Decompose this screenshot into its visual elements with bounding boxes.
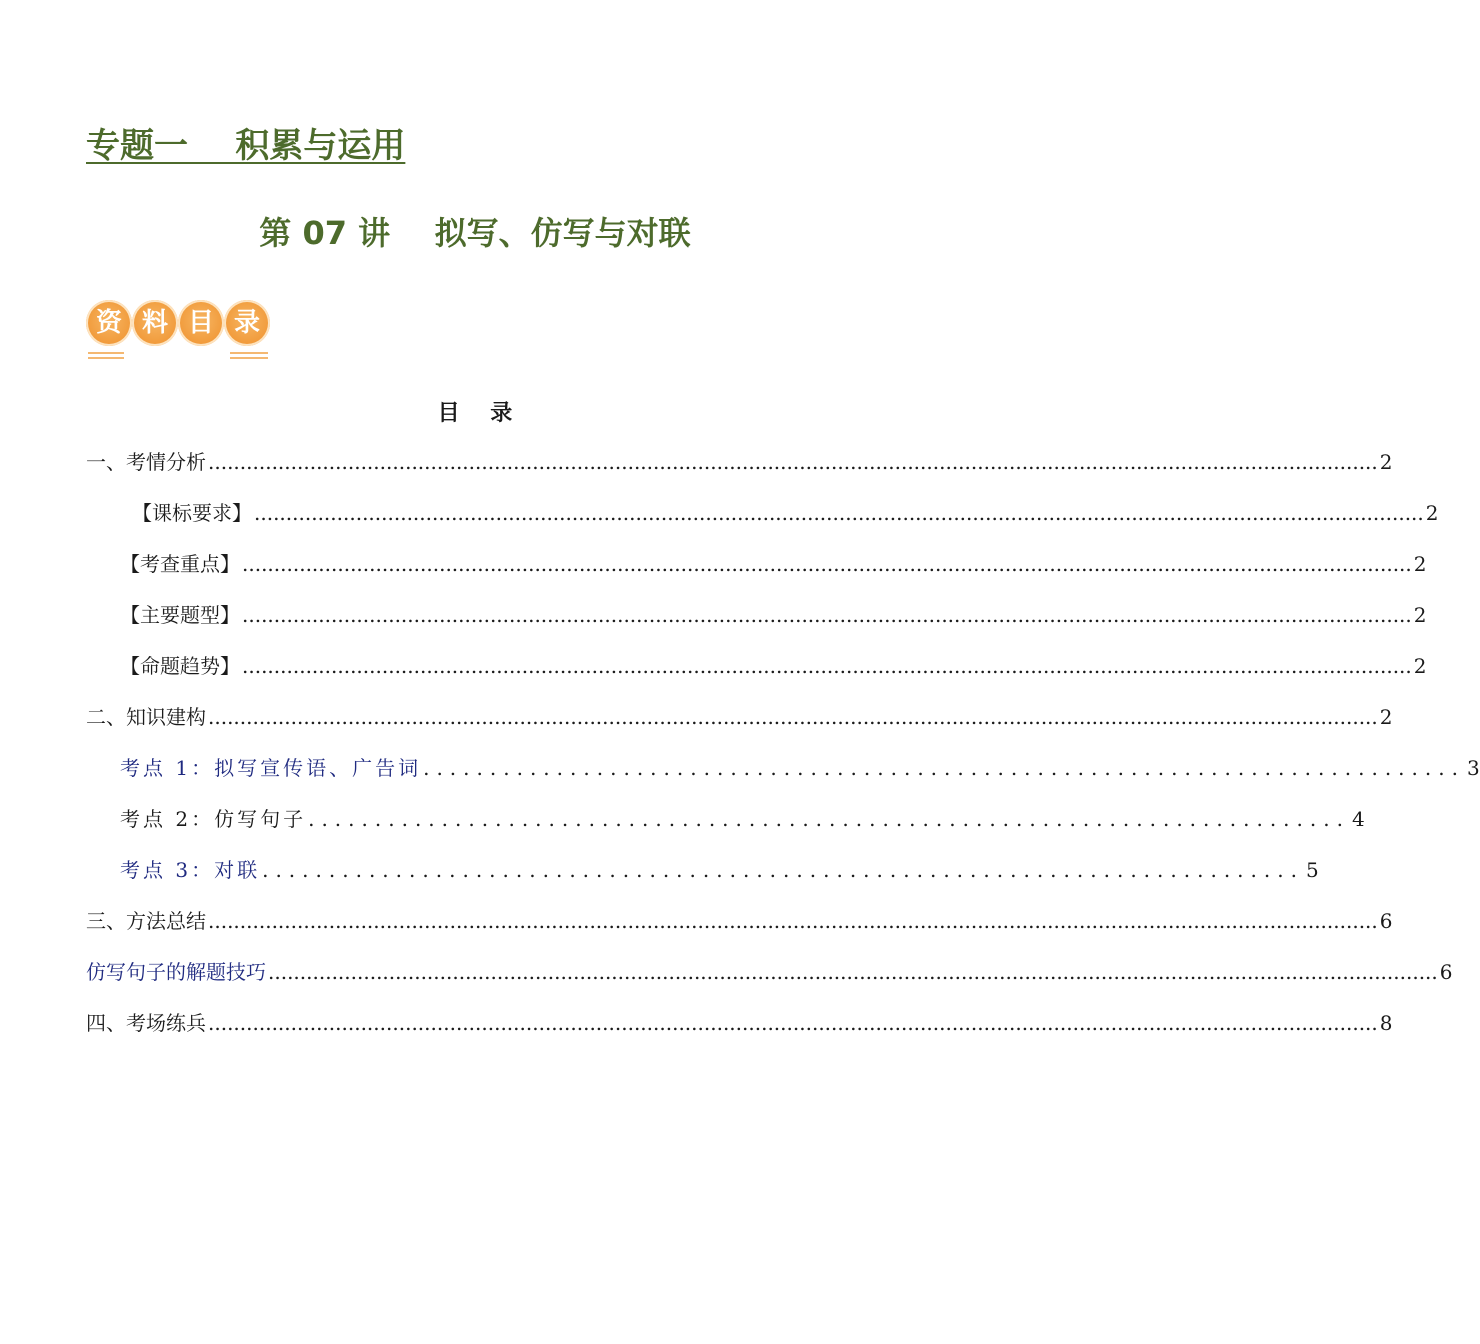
toc-entry-label: 一、考情分析 [86, 450, 206, 474]
toc-entry-label: 【命题趋势】 [120, 654, 240, 678]
section-badge [86, 300, 276, 362]
toc-entry-kaodian-1[interactable] [120, 753, 1480, 783]
toc-leader: .............................................................................. [308, 807, 1350, 831]
toc-page-number: 3 [1466, 756, 1480, 780]
toc-page-number: 2 [1413, 603, 1427, 627]
toc-page-number: 2 [1413, 654, 1427, 678]
topic-title: 专题一 积累与运用 [86, 126, 406, 166]
toc-leader: ........................................................................................................................................................................................ [254, 501, 1424, 525]
toc-page-number: 2 [1379, 705, 1393, 729]
toc-leader: .............................................................................. [423, 756, 1465, 780]
toc-page-number: 6 [1379, 909, 1393, 933]
toc-page-number: 4 [1351, 807, 1365, 831]
toc-entry-fangfa[interactable] [86, 906, 1393, 936]
toc-leader: ........................................................................................................................................................................................ [242, 654, 1412, 678]
toc-entry-kaodian-3[interactable] [120, 855, 1319, 885]
toc-entry-label: 三、方法总结 [86, 909, 206, 933]
toc-entry-tixing[interactable] [120, 600, 1427, 630]
toc-entry-qushi[interactable] [120, 651, 1427, 681]
toc-leader: ........................................................................................................................................................................................ [208, 450, 1378, 474]
toc-leader: ........................................................................................................................................................................................ [208, 1011, 1378, 1035]
toc-page-number: 2 [1413, 552, 1427, 576]
badge-underline [88, 357, 124, 359]
toc-entry-label: 二、知识建构 [86, 705, 206, 729]
toc-entry-zhishi[interactable] [86, 702, 1393, 732]
toc-entry-kaoqing[interactable] [86, 447, 1393, 477]
toc-leader: ........................................................................................................................................................................................ [242, 552, 1412, 576]
toc-page-number: 5 [1305, 858, 1319, 882]
toc-entry-kaocha[interactable] [120, 549, 1427, 579]
toc-page-number: 2 [1425, 501, 1439, 525]
badge-char: 目 [178, 300, 224, 346]
toc-page-number: 8 [1379, 1011, 1393, 1035]
toc-heading: 目 录 [437, 400, 513, 426]
toc-page-number: 6 [1439, 960, 1453, 984]
toc-leader: ........................................................................................................................................................................................ [268, 960, 1438, 984]
toc-entry-label: 考点 3：对联 [120, 858, 261, 882]
toc-leader: ........................................................................................................................................................................................ [242, 603, 1412, 627]
toc-entry-label: 考点 2：仿写句子 [120, 807, 307, 831]
lecture-title: 第 07 讲 拟写、仿写与对联 [259, 214, 691, 252]
toc-leader: .............................................................................. [262, 858, 1304, 882]
toc-leader: ........................................................................................................................................................................................ [208, 909, 1378, 933]
toc-entry-label: 【课标要求】 [132, 501, 252, 525]
badge-underline [88, 352, 124, 354]
badge-underline [230, 352, 268, 354]
toc-entry-label: 【考查重点】 [120, 552, 240, 576]
toc-entry-jieti-jiqiao[interactable] [86, 957, 1453, 987]
badge-char: 料 [132, 300, 178, 346]
toc-entry-label: 四、考场练兵 [86, 1011, 206, 1035]
toc-leader: ........................................................................................................................................................................................ [208, 705, 1378, 729]
toc-entry-kaodian-2[interactable] [120, 804, 1365, 834]
toc-entry-label: 仿写句子的解题技巧 [86, 960, 266, 984]
badge-char: 资 [86, 300, 132, 346]
toc-entry-kaochang[interactable] [86, 1008, 1393, 1038]
toc-entry-kebiao[interactable] [132, 498, 1439, 528]
toc-page-number: 2 [1379, 450, 1393, 474]
toc-entry-label: 考点 1：拟写宣传语、广告词 [120, 756, 422, 780]
badge-char: 录 [224, 300, 270, 346]
toc-entry-label: 【主要题型】 [120, 603, 240, 627]
badge-underline [230, 357, 268, 359]
